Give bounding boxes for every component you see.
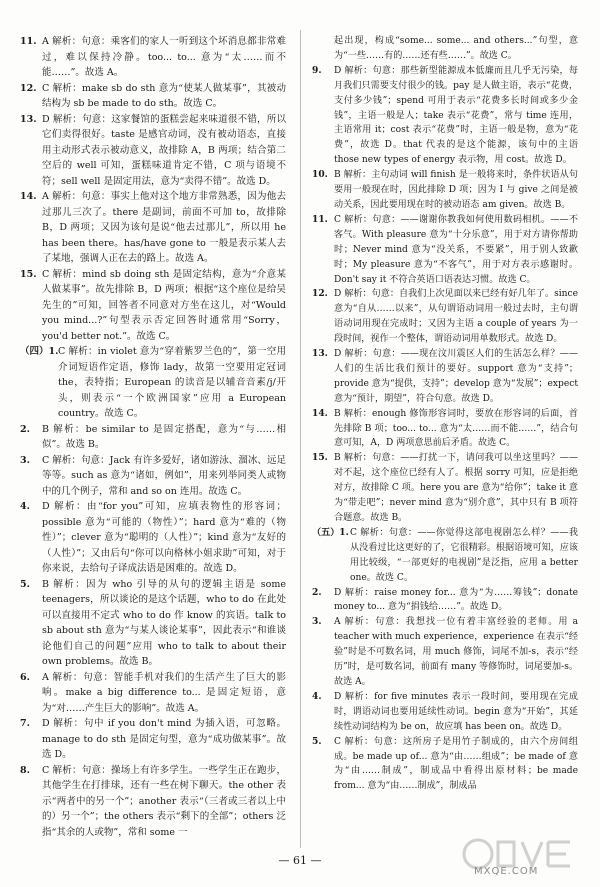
answer-text: C 解析：句意：操场上有许多学生。一些学生正在跑步，其他学生在打排球，还有一些在树下聊天。the other 表示“两者中的另一个”；another 表示“（三者或三者以上中的）另一个”；the others 表示“剩下的全部”；others 泛指“其余的人或物”，常和 some 一 [42,764,286,838]
question-number: 15. [312,452,328,464]
answer-text: B 解析：主句动词 will finish 是一般将来时，条件状语从句要用一般现在时，因此排除 D 项；因为 I 与 give 之间是被动关系，因此要用现在时的被动语态 am given。故选 B。 [334,170,578,210]
answer-text: A 解析：句意：乘客们的家人一听到这个坏消息都非常难过，难以保持冷静。too... to... 意为“太……而不能……”。故选 A。 [42,36,286,78]
answer-item [312,615,578,690]
answer-item [312,526,578,586]
question-number: 5. [312,735,322,747]
answer-continuation: 起出现，构成“some... some... and others...”句型，意为“一些……有的……还有些……”。故选 C。 [334,36,578,61]
question-number [312,526,349,541]
answer-item [312,168,578,213]
answer-item [20,499,286,577]
answer-item [312,64,578,168]
answer-text: D 解析：句意：自我们上次见面以来已经有好几年了。since 意为“自从……以来”，从句谓语动词用一般过去时，主句谓语动词用现在完成时；又因为主语 a couple of years 为一段时间，视作一个整体，谓语动词用单数形式。故选 D。 [334,289,578,345]
answer-text: C 解析：句意：——你觉得这部电视剧怎么样？——我从没看过比这更好的了，它很精彩。根据语境可知，应该用比较级，“一部更好的电视剧”是泛指，应用 a better one。故选 C。 [350,527,578,583]
question-number: 5. [20,578,30,590]
question-number: 3. [312,616,322,628]
question-number-value: 1. [48,346,59,357]
question-number: 2. [20,423,30,435]
answer-item [20,716,286,763]
question-number: 13. [312,348,328,360]
question-number: 12. [312,288,328,300]
column-divider [300,30,301,848]
question-number: 11. [312,213,328,225]
answer-text: B 解析：句意：——打扰一下，请问我可以坐这里吗？——对不起，这个座位已经有人了。根据 sorry 可知，应是拒绝对方，故排除 C 项。here you are 意为“给你”；take it 意为“带走吧”；never mind 意为“别介意”，其中只有 B 项符合题意。故选 B。 [334,453,578,523]
answer-text: C 解析：in violet 意为“穿着紫罗兰色的”，第一空用介词短语作定语，修饰 lady，故第一空要用定冠词 the，表特指；European 的读音是以辅音音素/j/开头，则表示“一个欧洲国家”应用 a European country。故选 C。 [58,346,286,419]
question-number: 15. [20,268,37,280]
answer-text: D 解析：for five minutes 表示一段时间，要用现在完成时，谓语动词也要用延续性动词。begin 意为“开始”，其延续性动词结构为 be on，故应填 has been on。故选 D。 [334,691,578,732]
answer-item [312,407,578,452]
answer-text: C 解析：句意：这所房子是用竹子制成的，由六个房间组成。be made up of... 意为“由……组成”；be made of 意为“由……制成”，制成品中看得出原材料；be made from... 意为“由……制成”，制成品 [334,736,578,792]
answer-item [312,735,578,795]
answer-item [312,213,578,288]
question-number: 8. [20,764,30,776]
answer-text: C 解析：mind sb doing sth 是固定结构，意为“介意某人做某事”。故先排除 B，D 两项；根据“这个座位是给吴先生的”可知，回答者不同意对方坐在这儿，对“Would you mind...?”句型表示否定回答时通常用“Sorry，you'd better not.”。故选 C。 [42,268,286,342]
answer-item [312,287,578,347]
answer-item [20,344,286,422]
question-number: 4. [20,501,30,512]
answer-text: D 解析：句中 if you don't mind 为插入语，可忽略。manage to do sth 是固定句型，意为“成功做某事”。故选 D。 [42,718,286,760]
answer-item [20,422,286,453]
answer-item [20,763,286,841]
question-number: 14. [312,407,328,419]
question-number: 7. [20,718,30,729]
answer-text: D 解析：由“for you”可知，应填表物性的形容词；possible 意为“可能的（物性）”；hard 意为“难的（物性）”；clever 意为“聪明的（人性）”；kind 意为“友好的（人性）”；又由后句“你可以向格林小姐求助”可知，对于你来说，去给句子译成法语是困难的。故选 D。 [42,501,286,574]
question-number: 3. [20,454,30,466]
page-number: — 61 — [278,854,322,867]
answer-item [312,347,578,407]
section-label: （五） [312,526,340,538]
answer-item [20,112,286,190]
answer-item [312,586,578,616]
answer-text: A 解析：句意：智能手机对我们的生活产生了巨大的影响。make a big difference to... 是固定短语，意为“对……产生巨大的影响”。故选 A。 [42,671,286,714]
answer-text: B 解析：be similar to 是固定搭配，意为“与……相似”。故选 B。 [42,423,286,450]
question-number: 10. [312,169,328,181]
right-column [312,34,578,794]
question-number: 12. [20,82,37,94]
question-number [20,344,58,360]
answer-item [20,577,286,670]
question-number: 2. [312,586,322,598]
answer-text: B 解析：因为 who 引导的从句的逻辑主语是 some teenagers，所以谈论的是这个话题，who to do 在此处可以直接用不定式 who to do 作 know 的宾语。talk to sb about sth 意为“与某人谈论某事”，因此表示“和谁谈论他们自己的问题”应用 who to talk to about their own problems。故选 B。 [42,578,286,667]
answer-item [20,453,286,500]
question-number: 13. [20,113,37,125]
answer-item [20,267,286,345]
left-column [20,34,286,840]
answer-item [312,451,578,526]
question-number: 4. [312,690,322,702]
answer-item [20,670,286,717]
answer-text: B 解析：enough 修饰形容词时，要放在形容词的后面，首先排除 B 项；too... to... 意为“太……而不能……”，结合句意可知，A，D 两项意思前后矛盾。故选 C。 [334,408,578,449]
answer-text: A 解析：句意：事实上他对这个地方非常熟悉，因为他去过那儿三次了。there 是副词，前面不可加 to，故排除 B，D 两项；又因为该句是说“他去过那儿”，所以用 he has been there。has/have gone to 一般是表示某人去了某地，强调人正在去的路上。故选 A。 [42,191,286,264]
question-number: 9. [312,64,322,76]
question-number: 14. [20,191,37,202]
answer-item [312,690,578,735]
answer-item [20,81,286,112]
answer-text: D 解析：句意：那些新型能源成本低廉而且几乎无污染，每月我们只需要支付很少的钱。pay 是人做主语，表示“花费，支付多少钱”；spend 可用于表示“花费多长时间或多少金钱”，主语一般是人；take 表示“花费”，常与 time 连用，主语常用 it；cost 表示“花费”时，主语一般是物，意为“花费”，故选 D。that 代表的是这个能源，该句中的主语 those new types of energy 表示物，用 cost。故选 D。 [334,65,578,166]
watermark-text: MXQE.COM [474,866,539,877]
answer-text: C 解析：句意：Jack 有许多爱好，诸如游泳、溜冰、远足等等。such as 意为“诸如，例如”，用来列举同类人或物中的几个例子，常和 and so on 连用。故选 C。 [42,454,286,497]
answer-text: D 解析：句意：——现在汶川震区人们的生活怎么样？——人们的生活比我们预计的要好。support 意为“支持”；provide 意为“提供，支持”；develop 意为“发展”；expect 意为“预计，期望”，符合句意。故选 D。 [334,349,578,404]
answer-item [20,34,286,81]
answer-text: D 解析：raise money for... 意为“为……筹钱”；donate money to... 意为“捐钱给……”。故选 D。 [334,587,578,613]
question-number: 11. [20,36,37,47]
answer-text: C 解析：make sb do sth 意为“使某人做某事”，其被动结构为 sb be made to do sth。故选 C。 [42,82,286,109]
answer-text: C 解析：句意：——谢谢你教我如何使用数码相机。——不客气。With pleasure 意为“十分乐意”，用于对方请你帮助时；Never mind 意为“没关系，不要紧”，用于别人致歉时；My pleasure 意为“不客气”，用于对方表示感谢时。Don't say it 不符合英语口语表达习惯。故选 C。 [334,214,578,285]
question-number: 6. [20,671,30,683]
answer-text: A 解析：句意：我想找一位有着丰富经验的老师。用 a teacher with much experience，experience 在表示“经验”时是不可数名词，用 much 修饰，词尾不加-s，表示“经历”时，是可数名词，前面有 many 等修饰时，词尾要加-s。故选 A。 [334,617,578,687]
question-number-value: 1. [339,526,349,538]
answer-item [20,189,286,267]
section-label: （四） [20,346,49,357]
answer-text: D 解析：句意：这家餐馆的蛋糕尝起来味道很不错，所以它们卖得很好。taste 是感官动词，没有被动语态，直接用主动形式表示被动意义，故排除 A，B 两项；结合第二空后的 well 可知，蛋糕味道肯定不错，C 项与语境不符；sell well 是固定用法，意为“卖得不错”。故选 D。 [42,113,286,187]
